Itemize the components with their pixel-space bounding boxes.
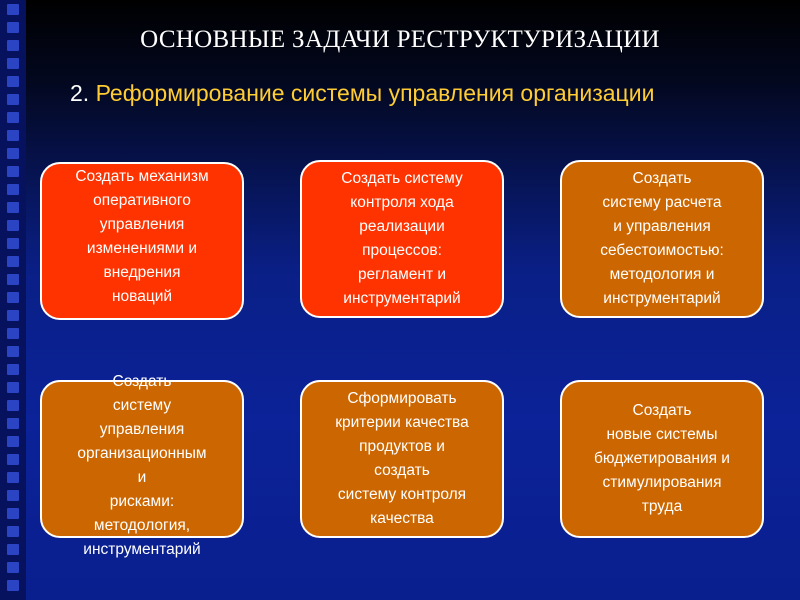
- task-box-change-management: [40, 162, 244, 320]
- subtitle-number: 2.: [70, 80, 90, 106]
- filmstrip-hole: [7, 454, 19, 465]
- filmstrip-hole: [7, 310, 19, 321]
- task-box-text: Создать систему управления организационным и рисками: методология, инструментарий: [77, 373, 207, 558]
- task-box-budgeting: [560, 380, 764, 538]
- slide-title: ОСНОВНЫЕ ЗАДАЧИ РЕСТРУКТУРИЗАЦИИ: [140, 26, 660, 53]
- task-box-text: Создать систему расчета и управления себестоимостью: методология и инструментарий: [600, 170, 724, 307]
- filmstrip-hole: [7, 76, 19, 87]
- filmstrip-hole: [7, 112, 19, 123]
- filmstrip-hole: [7, 580, 19, 591]
- filmstrip-hole: [7, 148, 19, 159]
- filmstrip-hole: [7, 58, 19, 69]
- filmstrip-hole: [7, 292, 19, 303]
- filmstrip-hole: [7, 418, 19, 429]
- filmstrip-hole: [7, 346, 19, 357]
- task-box-text: Создать систему контроля хода реализации процессов: регламент и инструментарий: [341, 170, 463, 307]
- task-box-cost-management: [560, 160, 764, 318]
- filmstrip-hole: [7, 4, 19, 15]
- filmstrip-hole: [7, 184, 19, 195]
- task-box-process-control: [300, 160, 504, 318]
- filmstrip-hole: [7, 472, 19, 483]
- task-box-text: Создать новые системы бюджетирования и стимулирования труда: [594, 402, 730, 515]
- subtitle-text: Реформирование системы управления организации: [95, 80, 655, 106]
- slide-subtitle: [70, 80, 654, 107]
- task-box-quality-control: [300, 380, 504, 538]
- filmstrip-hole: [7, 436, 19, 447]
- filmstrip-hole: [7, 256, 19, 267]
- filmstrip-hole: [7, 220, 19, 231]
- filmstrip-hole: [7, 562, 19, 573]
- filmstrip-hole: [7, 130, 19, 141]
- filmstrip-hole: [7, 328, 19, 339]
- filmstrip-hole: [7, 274, 19, 285]
- filmstrip-hole: [7, 490, 19, 501]
- filmstrip-hole: [7, 382, 19, 393]
- filmstrip-hole: [7, 508, 19, 519]
- task-box-text: Создать механизм оперативного управления изменениями и внедрения новаций: [75, 168, 209, 305]
- filmstrip-hole: [7, 238, 19, 249]
- filmstrip-hole: [7, 544, 19, 555]
- filmstrip-decoration: [0, 0, 26, 600]
- filmstrip-hole: [7, 400, 19, 411]
- filmstrip-hole: [7, 166, 19, 177]
- filmstrip-hole: [7, 364, 19, 375]
- task-box-text: Сформировать критерии качества продуктов и создать систему контроля качества: [335, 390, 469, 527]
- filmstrip-hole: [7, 202, 19, 213]
- filmstrip-hole: [7, 526, 19, 537]
- filmstrip-hole: [7, 94, 19, 105]
- task-box-risk-management: [40, 373, 244, 558]
